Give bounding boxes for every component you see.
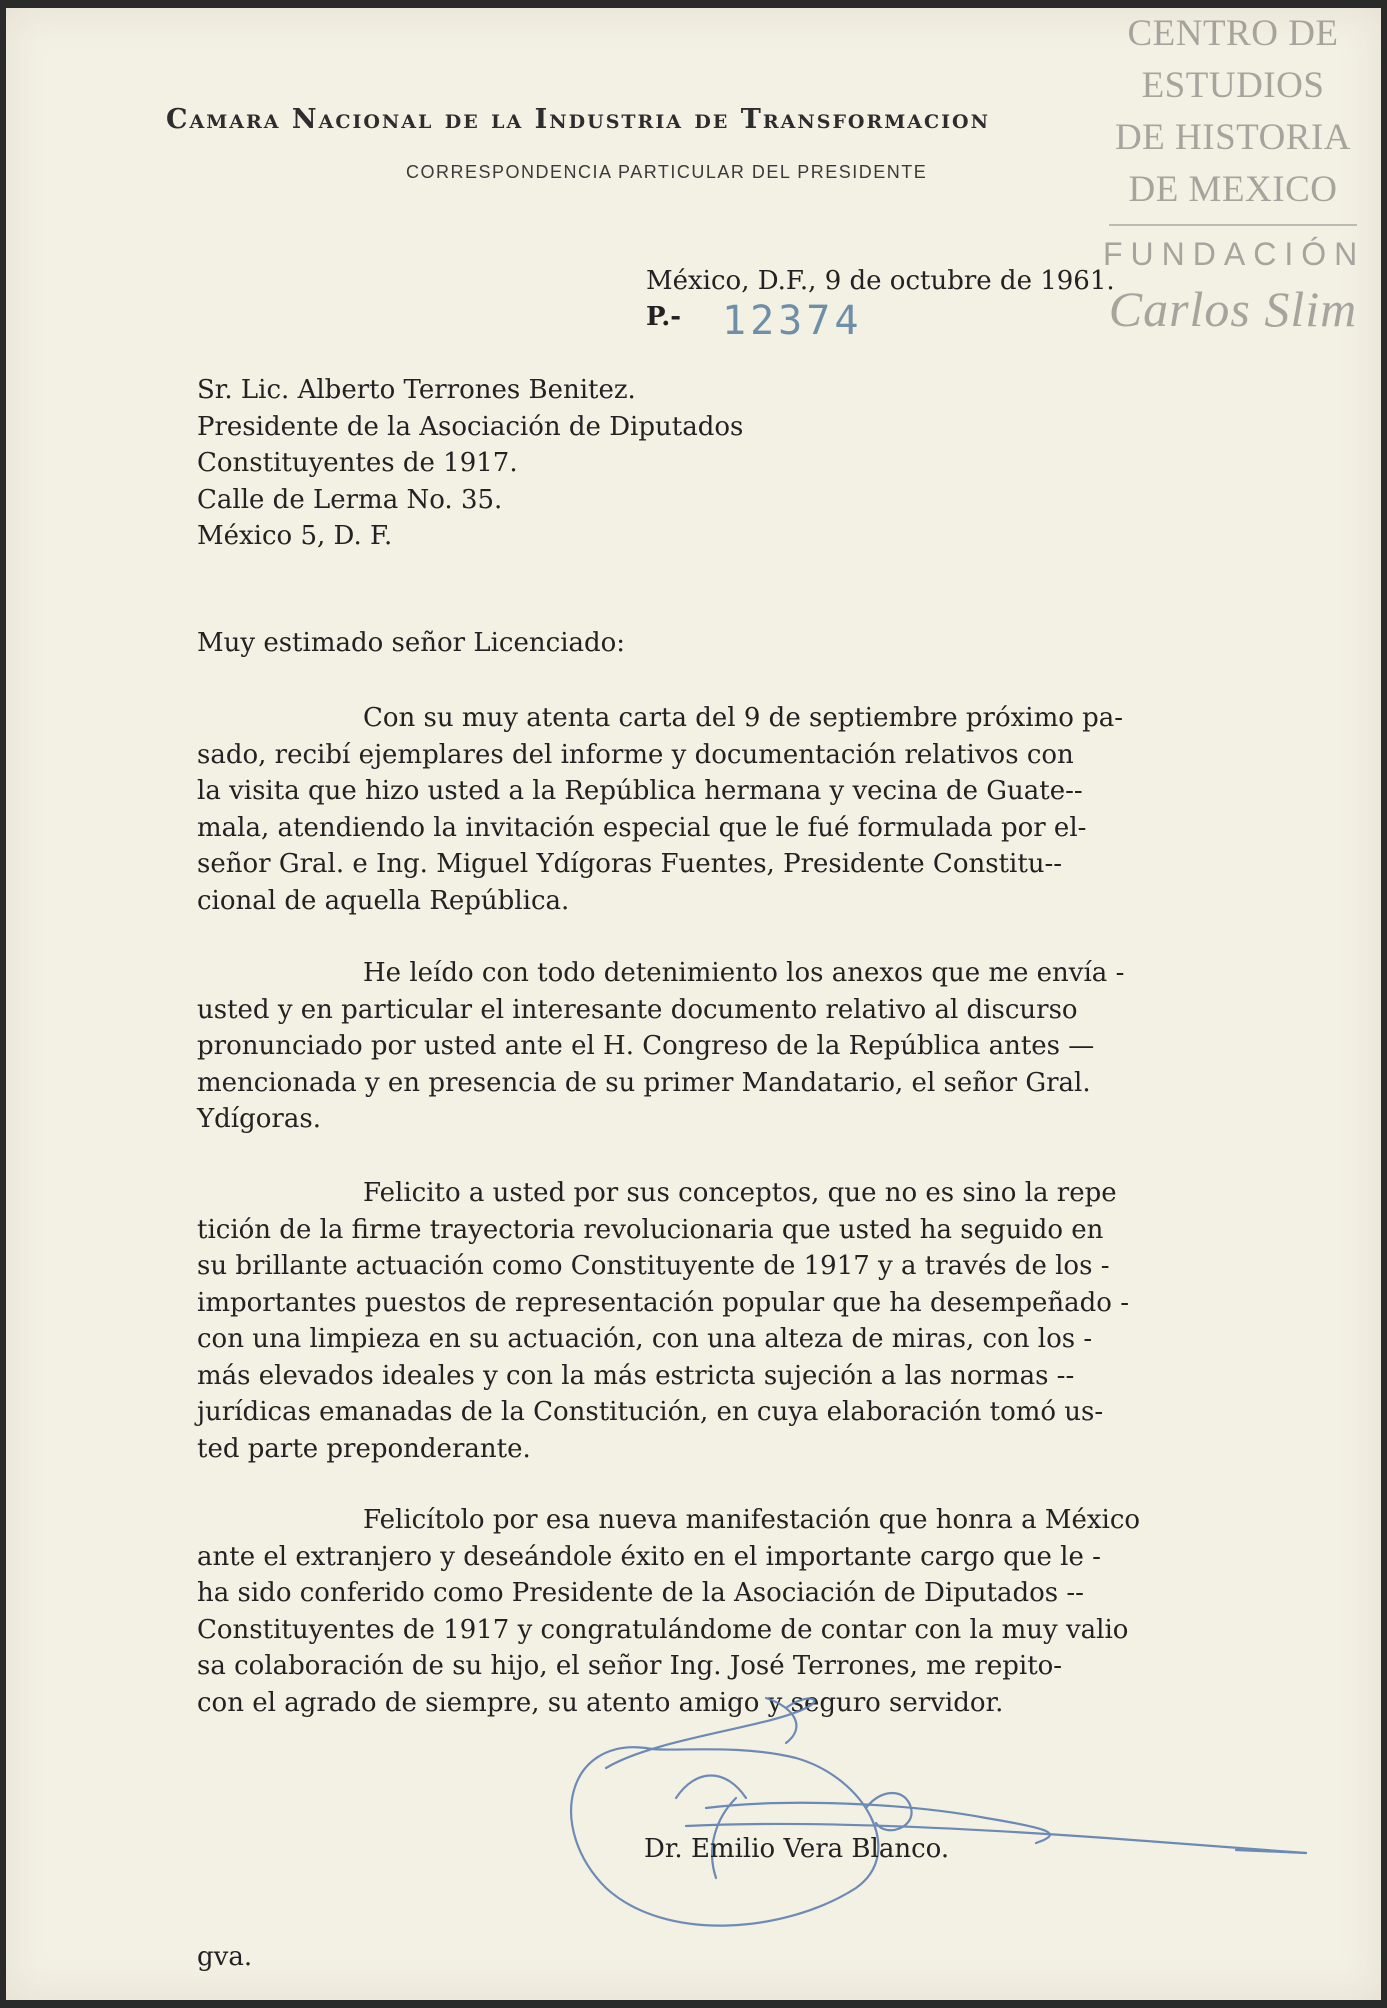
recipient-address <box>197 372 743 555</box>
body-paragraph-2 <box>197 955 1297 1138</box>
address-line: México 5, D. F. <box>197 521 393 551</box>
paragraph-line: señor Gral. e Ing. Miguel Ydígoras Fuentes, Presidente Constitu-- <box>197 849 1063 879</box>
watermark-line: CENTRO DE <box>1127 13 1339 54</box>
paragraph-line: ted parte preponderante. <box>197 1433 531 1464</box>
signer-name: Dr. Emilio Vera Blanco. <box>644 1834 950 1864</box>
watermark-signature: Carlos Slim <box>1108 281 1358 337</box>
paragraph-line: sa colaboración de su hijo, el señor Ing. José Terrones, me repito- <box>197 1651 1063 1681</box>
paragraph-line: jurídicas emanadas de la Constitución, en cuya elaboración tomó us- <box>197 1397 1104 1427</box>
paragraph-line: con el agrado de siempre, su atento amigo y seguro servidor. <box>197 1687 1004 1718</box>
body-paragraph-3 <box>197 1175 1297 1467</box>
reference-prefix: P.- <box>646 302 682 332</box>
paragraph-line: Ydígoras. <box>197 1104 321 1134</box>
paragraph-line: Con su muy atenta carta del 9 de septiembre próximo pa- <box>363 703 1124 733</box>
paragraph-line: Constituyentes de 1917 y congratulándome de contar con la muy valio <box>197 1614 1129 1645</box>
paragraph-line: ha sido conferido como Presidente de la Asociación de Diputados -- <box>197 1578 1084 1608</box>
watermark-line: ESTUDIOS <box>1141 65 1325 106</box>
watermark-line: DE MEXICO <box>1128 169 1338 210</box>
paragraph-line: su brillante actuación como Constituyente de 1917 y a través de los - <box>197 1251 1110 1281</box>
typist-initials: gva. <box>197 1942 253 1972</box>
paragraph-line: pronunciado por usted ante el H. Congreso de la República antes — <box>197 1031 1095 1061</box>
body-paragraph-1 <box>197 700 1297 919</box>
paragraph-line: ante el extranjero y deseándole éxito en el importante cargo que le - <box>197 1541 1101 1572</box>
paragraph-line: mala, atendiendo la invitación especial que le fué formulada por el- <box>197 812 1087 843</box>
watermark-divider <box>1109 224 1357 226</box>
address-line: Sr. Lic. Alberto Terrones Benitez. <box>197 375 636 405</box>
paragraph-line: tición de la firme trayectoria revolucionaria que usted ha seguido en <box>197 1214 1104 1245</box>
letter-page <box>6 8 1381 2000</box>
paragraph-line: importantes puestos de representación popular que ha desempeñado - <box>197 1287 1129 1318</box>
paragraph-line: la visita que hizo usted a la República hermana y vecina de Guate-- <box>197 776 1083 806</box>
watermark-foundation: FUNDACIÓN <box>1103 236 1366 272</box>
paragraph-line: con una limpieza en su actuación, con una alteza de miras, con los - <box>197 1324 1093 1354</box>
letter-date: México, D.F., 9 de octubre de 1961. <box>646 266 1115 296</box>
paragraph-line: Felicítolo por esa nueva manifestación que honra a México <box>363 1505 1141 1535</box>
address-line: Constituyentes de 1917. <box>197 448 518 478</box>
letterhead-title: Camara Nacional de la Industria de Transformacion <box>166 104 990 135</box>
body-paragraph-4 <box>197 1502 1297 1721</box>
archive-watermark <box>1103 8 1366 340</box>
paragraph-line: cional de aquella República. <box>197 885 570 916</box>
address-line: Calle de Lerma No. 35. <box>197 484 503 515</box>
paragraph-line: más elevados ideales y con la más estricta sujeción a las normas -- <box>197 1360 1075 1391</box>
letterhead-subtitle: CORRESPONDENCIA PARTICULAR DEL PRESIDENTE <box>406 162 928 182</box>
address-line: Presidente de la Asociación de Diputados <box>197 411 744 442</box>
paragraph-line: He leído con todo detenimiento los anexos que me envía - <box>363 958 1125 988</box>
paragraph-line: sado, recibí ejemplares del informe y documentación relativos con <box>197 739 1074 770</box>
paragraph-line: Felicito a usted por sus conceptos, que no es sino la repe <box>363 1178 1117 1208</box>
reference-stamp-number: 12374 <box>722 298 863 344</box>
paragraph-line: mencionada y en presencia de su primer Mandatario, el señor Gral. <box>197 1067 1091 1098</box>
paragraph-line: usted y en particular el interesante documento relativo al discurso <box>197 994 1078 1025</box>
watermark-line: DE HISTORIA <box>1114 117 1352 158</box>
salutation: Muy estimado señor Licenciado: <box>197 628 626 658</box>
